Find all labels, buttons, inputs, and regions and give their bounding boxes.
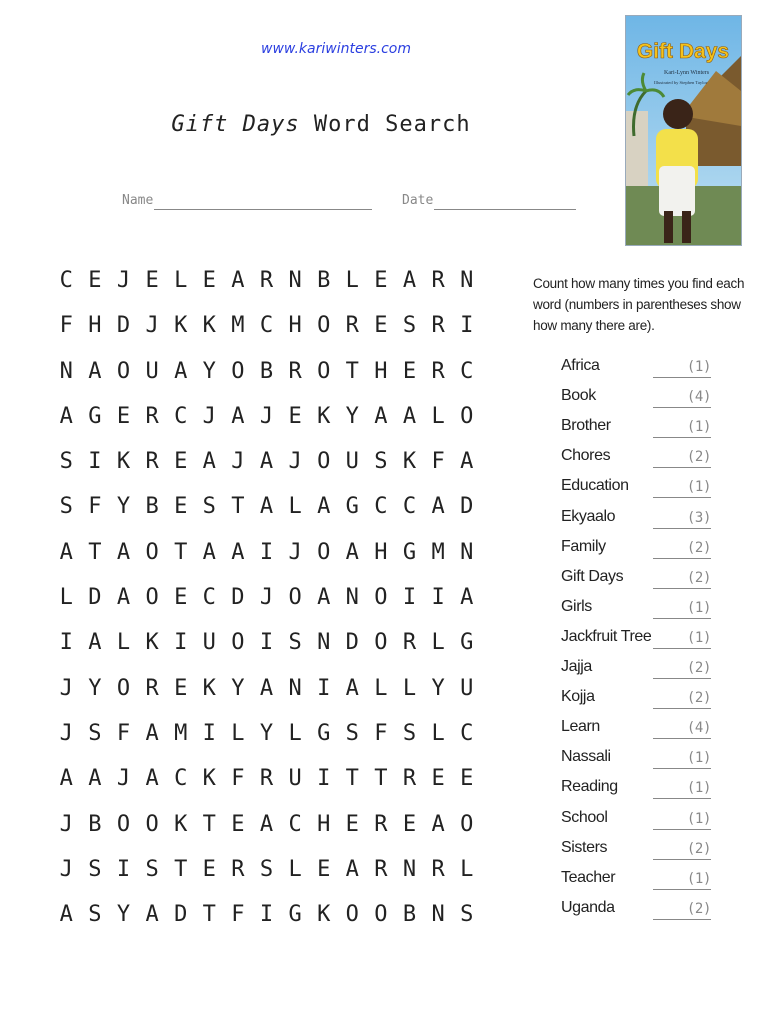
grid-letter[interactable]: A: [88, 630, 102, 656]
title-book-name: Gift Days: [171, 112, 300, 137]
grid-letter[interactable]: R: [145, 449, 159, 475]
grid-letter[interactable]: E: [174, 449, 188, 475]
grid-letter[interactable]: A: [202, 539, 216, 565]
page-title: [0, 112, 642, 137]
word-count-blank[interactable]: (2): [653, 538, 711, 559]
grid-letter[interactable]: B: [317, 268, 331, 293]
grid-letter[interactable]: C: [402, 494, 417, 520]
grid-letter[interactable]: E: [345, 811, 359, 837]
word-count-blank[interactable]: (3): [653, 508, 711, 529]
word-list-item: [561, 568, 721, 596]
word-list-item: [561, 538, 721, 566]
grid-letter[interactable]: S: [288, 630, 302, 656]
cover-author: Kari-Lynn Winters: [664, 70, 710, 76]
word-label: Sisters: [561, 838, 608, 856]
grid-letter[interactable]: C: [174, 766, 188, 792]
grid-letter[interactable]: Y: [202, 358, 216, 384]
grid-letter[interactable]: S: [59, 494, 73, 520]
word-count-blank[interactable]: (1): [653, 869, 711, 890]
word-list-item: [561, 688, 721, 716]
word-list-item: [561, 598, 721, 626]
grid-letter[interactable]: I: [88, 449, 102, 475]
grid-letter[interactable]: A: [431, 811, 445, 837]
grid-letter[interactable]: R: [231, 856, 245, 882]
grid-letter[interactable]: M: [174, 720, 188, 746]
grid-letter[interactable]: L: [288, 494, 302, 520]
word-list-item: [561, 809, 721, 837]
grid-letter[interactable]: I: [460, 313, 474, 339]
grid-letter[interactable]: H: [288, 313, 302, 339]
grid-letter[interactable]: T: [202, 811, 216, 837]
word-list-item: [561, 899, 721, 927]
grid-letter[interactable]: S: [374, 449, 388, 475]
word-list-item: [561, 869, 721, 897]
grid-letter[interactable]: N: [402, 856, 417, 882]
grid-letter[interactable]: N: [288, 268, 302, 293]
name-label: Name: [122, 193, 154, 208]
grid-letter[interactable]: S: [460, 902, 474, 928]
grid-letter[interactable]: K: [402, 449, 417, 475]
grid-letter[interactable]: S: [59, 449, 73, 475]
grid-letter[interactable]: I: [431, 585, 445, 611]
grid-letter[interactable]: C: [374, 494, 388, 520]
grid-letter[interactable]: A: [317, 494, 331, 520]
grid-letter[interactable]: B: [88, 811, 102, 837]
grid-letter[interactable]: D: [345, 630, 359, 656]
grid-letter[interactable]: O: [374, 902, 388, 928]
grid-letter[interactable]: L: [402, 675, 417, 701]
grid-letter[interactable]: L: [431, 720, 445, 746]
grid-letter[interactable]: L: [460, 856, 474, 882]
word-label: Brother: [561, 417, 611, 435]
grid-letter[interactable]: F: [231, 902, 245, 928]
grid-letter[interactable]: L: [288, 856, 302, 882]
grid-letter[interactable]: A: [59, 403, 73, 429]
grid-letter[interactable]: E: [288, 403, 302, 429]
word-count-blank[interactable]: (1): [653, 628, 711, 649]
grid-letter[interactable]: R: [259, 766, 274, 792]
word-count-blank[interactable]: (1): [653, 598, 711, 619]
grid-letter[interactable]: K: [116, 449, 131, 475]
grid-letter[interactable]: N: [431, 902, 445, 928]
grid-letter[interactable]: R: [145, 403, 159, 429]
grid-letter[interactable]: U: [345, 449, 359, 475]
word-list-item: [561, 778, 721, 806]
word-label: Ekyaalo: [561, 507, 616, 525]
grid-letter[interactable]: R: [402, 766, 417, 792]
grid-letter[interactable]: H: [317, 811, 331, 837]
grid-letter[interactable]: O: [116, 358, 131, 384]
grid-letter[interactable]: N: [345, 585, 359, 611]
grid-letter[interactable]: S: [345, 720, 359, 746]
grid-letter[interactable]: Y: [345, 403, 359, 429]
grid-letter[interactable]: D: [231, 585, 245, 611]
grid-letter[interactable]: G: [317, 720, 331, 746]
grid-letter[interactable]: U: [145, 358, 159, 384]
grid-letter[interactable]: I: [202, 720, 216, 746]
grid-letter[interactable]: I: [116, 856, 131, 882]
word-count-blank[interactable]: (2): [653, 658, 711, 679]
title-suffix: Word Search: [313, 112, 471, 137]
grid-letter[interactable]: A: [116, 585, 131, 611]
grid-letter[interactable]: J: [288, 539, 302, 565]
word-label: Reading: [561, 778, 618, 796]
grid-letter[interactable]: K: [202, 313, 216, 339]
grid-letter[interactable]: E: [88, 268, 102, 293]
grid-letter[interactable]: A: [231, 268, 245, 293]
word-count-blank[interactable]: (4): [653, 387, 711, 408]
grid-letter[interactable]: C: [59, 268, 73, 293]
grid-letter[interactable]: R: [431, 313, 445, 339]
grid-letter[interactable]: A: [202, 449, 216, 475]
grid-letter[interactable]: O: [317, 449, 331, 475]
grid-letter[interactable]: T: [345, 766, 359, 792]
grid-letter[interactable]: R: [431, 856, 445, 882]
grid-letter[interactable]: A: [259, 494, 274, 520]
grid-letter[interactable]: E: [174, 675, 188, 701]
grid-letter[interactable]: G: [288, 902, 302, 928]
word-label: Kojja: [561, 688, 595, 706]
grid-letter[interactable]: N: [460, 539, 474, 565]
word-count-blank[interactable]: (1): [653, 748, 711, 769]
grid-letter[interactable]: U: [460, 675, 474, 701]
grid-letter[interactable]: S: [88, 902, 102, 928]
grid-letter[interactable]: F: [231, 766, 245, 792]
grid-letter[interactable]: S: [88, 856, 102, 882]
grid-letter[interactable]: A: [259, 811, 274, 837]
grid-letter[interactable]: T: [231, 494, 245, 520]
word-list-item: [561, 748, 721, 776]
grid-letter[interactable]: M: [431, 539, 445, 565]
word-list-item: [561, 417, 721, 445]
grid-letter[interactable]: A: [431, 494, 445, 520]
grid-letter[interactable]: A: [460, 585, 474, 611]
word-label: Education: [561, 477, 629, 495]
grid-letter[interactable]: O: [374, 630, 388, 656]
grid-letter[interactable]: D: [460, 494, 474, 520]
word-list-item: [561, 718, 721, 746]
word-label: Jackfruit Tree: [561, 627, 652, 645]
word-count-blank[interactable]: (2): [653, 568, 711, 589]
grid-letter[interactable]: L: [116, 630, 131, 656]
grid-letter[interactable]: G: [345, 494, 359, 520]
grid-letter[interactable]: T: [88, 539, 102, 565]
grid-letter[interactable]: Y: [231, 675, 245, 701]
grid-letter[interactable]: J: [59, 811, 73, 837]
word-label: Nassali: [561, 748, 611, 766]
word-count-blank[interactable]: (1): [653, 477, 711, 498]
word-count-blank[interactable]: (1): [653, 778, 711, 799]
grid-letter[interactable]: E: [431, 766, 445, 792]
grid-letter[interactable]: A: [116, 539, 131, 565]
grid-letter[interactable]: A: [174, 358, 188, 384]
grid-letter[interactable]: J: [59, 856, 73, 882]
grid-letter[interactable]: E: [174, 585, 188, 611]
grid-letter[interactable]: T: [174, 539, 188, 565]
grid-letter[interactable]: E: [202, 856, 216, 882]
word-count-blank[interactable]: (1): [653, 357, 711, 378]
grid-letter[interactable]: K: [174, 811, 188, 837]
grid-letter[interactable]: A: [59, 766, 73, 792]
word-label: Book: [561, 387, 596, 405]
grid-letter[interactable]: O: [460, 403, 474, 429]
grid-letter[interactable]: U: [288, 766, 302, 792]
grid-letter[interactable]: J: [202, 403, 216, 429]
grid-letter[interactable]: G: [460, 630, 474, 656]
word-count-blank[interactable]: (2): [653, 447, 711, 468]
website-link[interactable]: www.kariwinters.com: [261, 41, 411, 57]
grid-letter[interactable]: K: [202, 675, 216, 701]
grid-letter[interactable]: R: [431, 268, 445, 293]
grid-letter[interactable]: E: [374, 313, 388, 339]
grid-letter[interactable]: L: [431, 630, 445, 656]
grid-letter[interactable]: T: [345, 358, 359, 384]
grid-letter[interactable]: N: [460, 268, 474, 293]
grid-letter[interactable]: N: [59, 358, 73, 384]
grid-letter[interactable]: C: [460, 358, 474, 384]
grid-letter[interactable]: O: [145, 585, 159, 611]
grid-letter[interactable]: C: [460, 720, 474, 746]
word-label: Chores: [561, 447, 611, 465]
grid-letter[interactable]: A: [59, 902, 73, 928]
grid-letter[interactable]: A: [345, 675, 359, 701]
word-count-blank[interactable]: (2): [653, 688, 711, 709]
grid-letter[interactable]: F: [374, 720, 388, 746]
grid-letter[interactable]: R: [345, 313, 359, 339]
grid-letter[interactable]: S: [145, 856, 159, 882]
grid-letter[interactable]: A: [374, 403, 388, 429]
grid-letter[interactable]: O: [374, 585, 388, 611]
grid-letter[interactable]: O: [116, 811, 131, 837]
grid-letter[interactable]: I: [59, 630, 73, 656]
grid-letter[interactable]: E: [116, 403, 131, 429]
grid-letter[interactable]: E: [374, 268, 388, 293]
grid-letter[interactable]: S: [402, 720, 417, 746]
grid-letter[interactable]: D: [88, 585, 102, 611]
word-list-item: [561, 447, 721, 475]
grid-letter[interactable]: O: [145, 539, 159, 565]
grid-letter[interactable]: Y: [431, 675, 445, 701]
grid-letter[interactable]: J: [116, 268, 131, 293]
grid-letter[interactable]: E: [202, 268, 216, 293]
word-label: Gift Days: [561, 567, 624, 585]
grid-letter[interactable]: J: [259, 585, 274, 611]
grid-letter[interactable]: C: [202, 585, 216, 611]
grid-letter[interactable]: A: [88, 358, 102, 384]
grid-letter[interactable]: D: [116, 313, 131, 339]
grid-letter[interactable]: A: [145, 766, 159, 792]
grid-letter[interactable]: I: [259, 539, 274, 565]
word-list-item: [561, 387, 721, 415]
grid-letter[interactable]: O: [317, 358, 331, 384]
grid-letter[interactable]: O: [460, 811, 474, 837]
grid-letter[interactable]: O: [116, 675, 131, 701]
grid-letter[interactable]: H: [88, 313, 102, 339]
grid-letter[interactable]: A: [345, 539, 359, 565]
grid-letter[interactable]: L: [231, 720, 245, 746]
grid-letter[interactable]: E: [174, 494, 188, 520]
book-cover-image: [625, 15, 742, 246]
grid-letter[interactable]: L: [174, 268, 188, 293]
word-list-item: [561, 839, 721, 867]
grid-letter[interactable]: O: [231, 630, 245, 656]
grid-letter[interactable]: I: [174, 630, 188, 656]
grid-letter[interactable]: I: [259, 630, 274, 656]
grid-letter[interactable]: E: [402, 811, 417, 837]
grid-letter[interactable]: E: [402, 358, 417, 384]
grid-letter[interactable]: T: [374, 766, 388, 792]
grid-letter[interactable]: S: [259, 856, 274, 882]
grid-letter[interactable]: R: [374, 811, 388, 837]
word-list-item: [561, 477, 721, 505]
grid-letter[interactable]: J: [259, 403, 274, 429]
date-label: Date: [402, 193, 434, 208]
grid-letter[interactable]: S: [88, 720, 102, 746]
grid-letter[interactable]: B: [145, 494, 159, 520]
grid-letter[interactable]: J: [231, 449, 245, 475]
grid-letter[interactable]: A: [259, 449, 274, 475]
book-cover-illustration: [626, 16, 741, 245]
grid-letter[interactable]: E: [145, 268, 159, 293]
grid-letter[interactable]: G: [402, 539, 417, 565]
word-count-blank[interactable]: (4): [653, 718, 711, 739]
grid-letter[interactable]: C: [259, 313, 274, 339]
grid-letter[interactable]: Y: [88, 675, 102, 701]
grid-letter[interactable]: A: [345, 856, 359, 882]
word-label: Girls: [561, 597, 592, 615]
grid-letter[interactable]: C: [174, 403, 188, 429]
grid-letter[interactable]: F: [431, 449, 445, 475]
grid-letter[interactable]: J: [145, 313, 159, 339]
grid-letter[interactable]: S: [402, 313, 417, 339]
grid-letter[interactable]: A: [88, 766, 102, 792]
grid-letter[interactable]: K: [317, 403, 331, 429]
grid-letter[interactable]: N: [288, 675, 302, 701]
date-blank[interactable]: [434, 209, 576, 210]
grid-letter[interactable]: A: [145, 720, 159, 746]
grid-letter[interactable]: J: [59, 675, 73, 701]
grid-letter[interactable]: K: [145, 630, 159, 656]
grid-letter[interactable]: F: [116, 720, 131, 746]
grid-letter[interactable]: K: [174, 313, 188, 339]
grid-letter[interactable]: R: [374, 856, 388, 882]
grid-letter[interactable]: L: [374, 675, 388, 701]
grid-letter[interactable]: F: [59, 313, 73, 339]
grid-letter[interactable]: L: [288, 720, 302, 746]
grid-letter[interactable]: A: [460, 449, 474, 475]
grid-letter[interactable]: S: [202, 494, 216, 520]
word-count-blank[interactable]: (1): [653, 417, 711, 438]
grid-letter[interactable]: L: [345, 268, 359, 293]
grid-letter[interactable]: Y: [259, 720, 274, 746]
grid-letter[interactable]: J: [59, 720, 73, 746]
grid-letter[interactable]: G: [88, 403, 102, 429]
cover-title: Gift Days: [636, 40, 730, 63]
grid-letter[interactable]: L: [431, 403, 445, 429]
grid-letter[interactable]: Y: [116, 494, 131, 520]
grid-letter[interactable]: C: [288, 811, 302, 837]
grid-letter[interactable]: N: [317, 630, 331, 656]
word-label: Family: [561, 537, 606, 555]
grid-letter[interactable]: R: [402, 630, 417, 656]
grid-letter[interactable]: R: [259, 268, 274, 293]
grid-letter[interactable]: E: [231, 811, 245, 837]
word-list-item: [561, 357, 721, 385]
grid-letter[interactable]: A: [231, 539, 245, 565]
grid-letter[interactable]: E: [460, 766, 474, 792]
grid-letter[interactable]: A: [231, 403, 245, 429]
word-label: Africa: [561, 357, 600, 374]
grid-letter[interactable]: A: [59, 539, 73, 565]
grid-letter[interactable]: A: [145, 902, 159, 928]
grid-letter[interactable]: T: [174, 856, 188, 882]
grid-letter[interactable]: A: [402, 268, 417, 293]
grid-letter[interactable]: R: [431, 358, 445, 384]
grid-letter[interactable]: A: [317, 585, 331, 611]
grid-letter[interactable]: O: [317, 313, 331, 339]
grid-letter[interactable]: D: [174, 902, 188, 928]
grid-letter[interactable]: I: [317, 766, 331, 792]
grid-letter[interactable]: L: [59, 585, 73, 611]
word-label: Uganda: [561, 898, 615, 916]
instructions-text: Count how many times you find each word (numbers in parentheses show how many there are).: [533, 276, 745, 333]
word-label: Learn: [561, 718, 600, 736]
grid-letter[interactable]: I: [259, 902, 274, 928]
word-label: School: [561, 808, 608, 826]
grid-letter[interactable]: J: [288, 449, 302, 475]
grid-letter[interactable]: B: [259, 358, 274, 384]
grid-letter[interactable]: J: [116, 766, 131, 792]
grid-letter[interactable]: U: [202, 630, 216, 656]
grid-letter[interactable]: A: [402, 403, 417, 429]
grid-letter[interactable]: H: [374, 539, 388, 565]
grid-letter[interactable]: T: [202, 902, 216, 928]
grid-letter[interactable]: O: [288, 585, 302, 611]
grid-letter[interactable]: M: [231, 313, 245, 339]
grid-letter[interactable]: O: [317, 539, 331, 565]
word-count-blank[interactable]: (2): [653, 899, 711, 920]
grid-letter[interactable]: E: [317, 856, 331, 882]
grid-letter[interactable]: Y: [116, 902, 131, 928]
grid-letter[interactable]: O: [145, 811, 159, 837]
name-blank[interactable]: [154, 209, 372, 210]
word-label: Jajja: [561, 658, 592, 675]
grid-letter[interactable]: A: [259, 675, 274, 701]
word-list-item: [561, 658, 721, 686]
word-list-item: [561, 508, 721, 536]
grid-letter[interactable]: O: [231, 358, 245, 384]
grid-letter[interactable]: F: [88, 494, 102, 520]
word-count-blank[interactable]: (2): [653, 839, 711, 860]
grid-letter[interactable]: K: [202, 766, 216, 792]
grid-letter[interactable]: I: [402, 585, 417, 611]
grid-letter[interactable]: H: [374, 358, 388, 384]
grid-letter[interactable]: B: [402, 902, 417, 928]
grid-letter[interactable]: R: [145, 675, 159, 701]
grid-letter[interactable]: R: [288, 358, 302, 384]
word-label: Teacher: [561, 868, 616, 886]
word-count-blank[interactable]: (1): [653, 809, 711, 830]
grid-letter[interactable]: O: [345, 902, 359, 928]
cover-illustrator: Illustrated by Stephen Taylor: [654, 80, 708, 85]
grid-letter[interactable]: K: [317, 902, 331, 928]
grid-letter[interactable]: I: [317, 675, 331, 701]
word-list-item: [561, 628, 721, 656]
